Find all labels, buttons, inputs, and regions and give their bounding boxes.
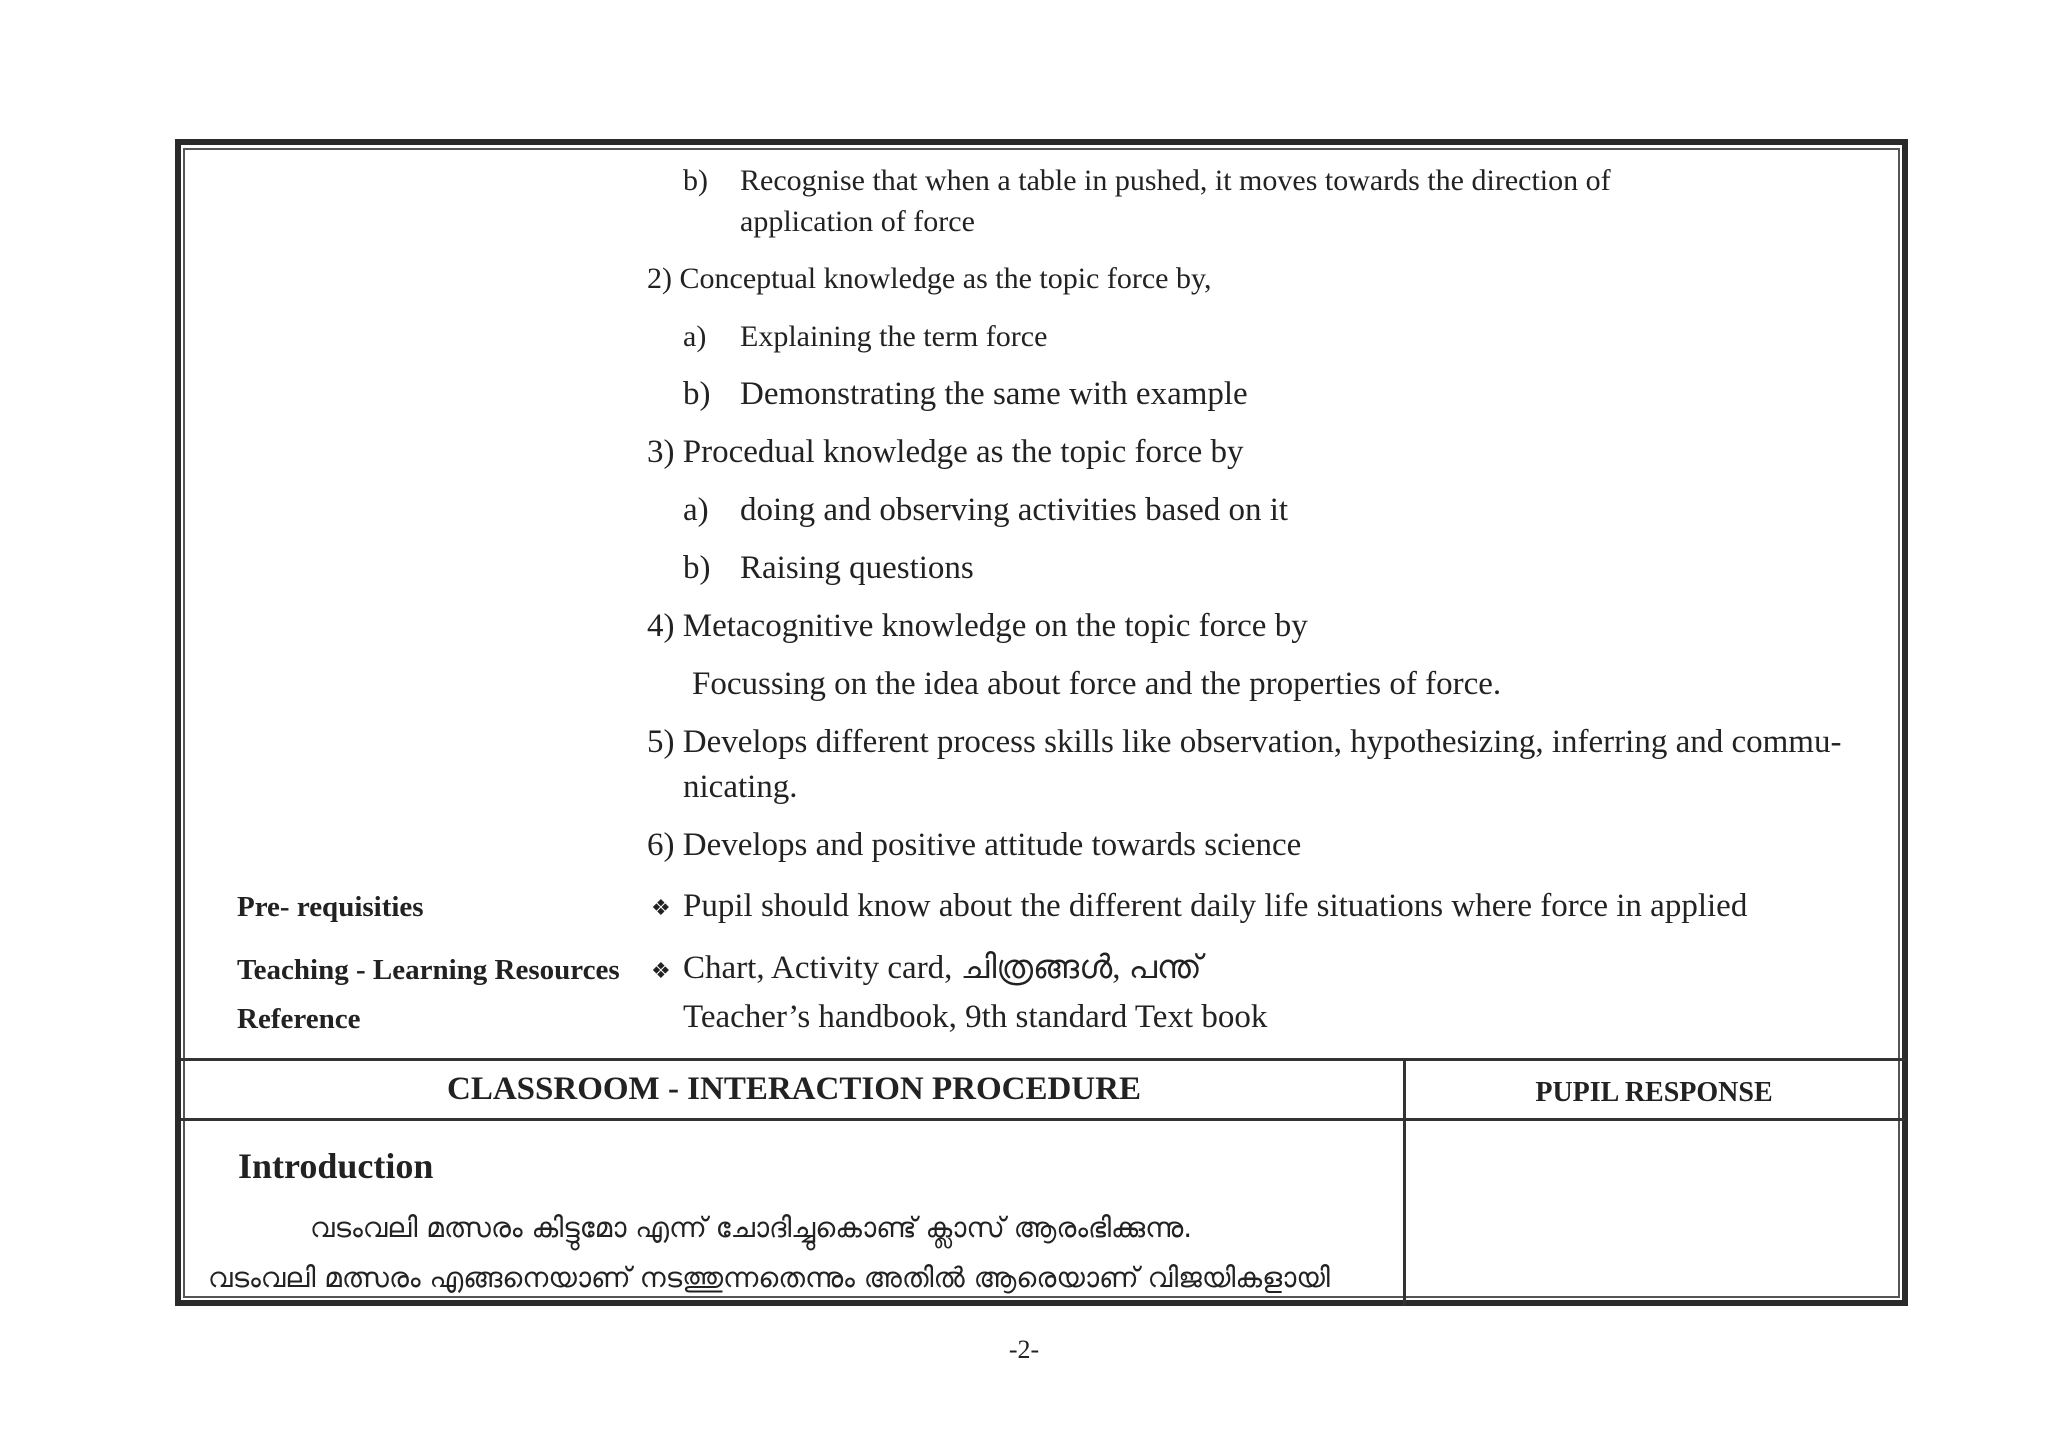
table-header-procedure: CLASSROOM - INTERACTION PROCEDURE — [447, 1071, 1141, 1107]
prerequisites-label: Pre- requisities — [237, 891, 424, 923]
objective-4: 4) Metacognitive knowledge on the topic force by — [647, 608, 1308, 644]
table-header-pupil-response: PUPIL RESPONSE — [1535, 1077, 1773, 1108]
objective-3b: Raising questions — [740, 550, 974, 586]
prerequisites-text: Pupil should know about the different daily life situations where force in applied — [683, 888, 1748, 924]
introduction-text-line2: വടംവലി മത്സരം എങ്ങനെയാണ് നടത്തുന്നതെന്നും അതിൽ ആരെയാണ് വിജയികളായി — [208, 1261, 1330, 1294]
prerequisites-bullet-icon: ❖ — [651, 895, 671, 920]
reference-label: Reference — [237, 1003, 361, 1035]
item-b1-line2: application of force — [740, 205, 975, 238]
objective-3: 3) Procedual knowledge as the topic force by — [647, 434, 1244, 470]
objective-2a: Explaining the term force — [740, 320, 1048, 353]
resources-label: Teaching - Learning Resources — [237, 954, 620, 986]
resources-bullet-icon: ❖ — [651, 958, 671, 983]
table-top-rule — [181, 1058, 1905, 1061]
objective-2: 2) Conceptual knowledge as the topic force by, — [647, 262, 1212, 295]
objective-3a: doing and observing activities based on it — [740, 492, 1289, 528]
page-number: -2- — [1008, 1335, 1040, 1364]
objective-3b-marker: b) — [683, 550, 711, 586]
table-header-rule — [181, 1118, 1905, 1121]
objective-4-detail: Focussing on the idea about force and the properties of force. — [692, 666, 1502, 702]
introduction-text-line1: വടംവലി മത്സരം കിട്ടുമോ എന്ന് ചോദിച്ചുകൊണ്ട് ക്ലാസ് ആരംഭിക്കുന്നു. — [310, 1211, 1193, 1244]
objective-6: 6) Develops and positive attitude towards science — [647, 827, 1302, 863]
resources-text: Chart, Activity card, ചിത്രങ്ങൾ, പന്ത് — [683, 950, 1202, 986]
reference-text: Teacher’s handbook, 9th standard Text book — [683, 999, 1268, 1035]
objective-5-line2: nicating. — [683, 769, 798, 805]
section-title-introduction: Introduction — [238, 1146, 434, 1186]
objective-2b-marker: b) — [683, 376, 711, 412]
objective-2a-marker: a) — [683, 320, 707, 353]
objective-3a-marker: a) — [683, 492, 709, 528]
item-b1-marker: b) — [683, 164, 708, 197]
objective-2b: Demonstrating the same with example — [740, 376, 1248, 412]
item-b1-line1: Recognise that when a table in pushed, it moves towards the direction of — [740, 164, 1611, 197]
objective-5-line1: 5) Develops different process skills like observation, hypothesizing, inferring and commu- — [647, 724, 1842, 760]
